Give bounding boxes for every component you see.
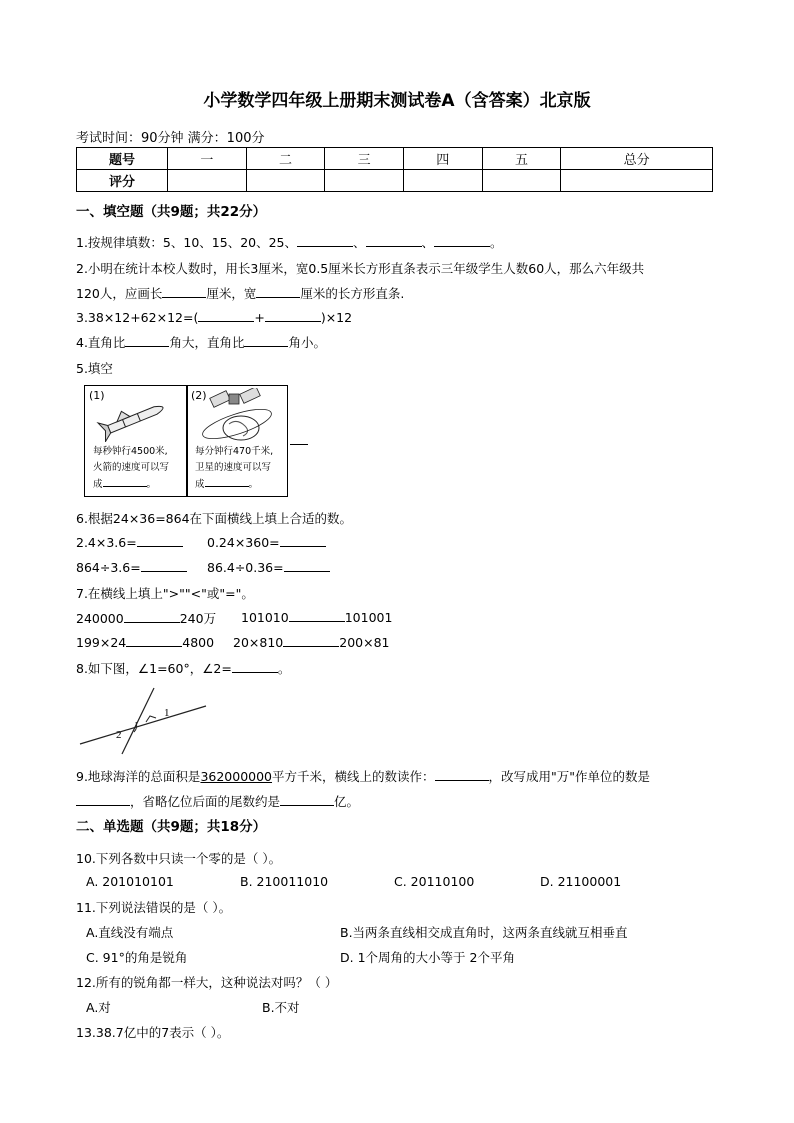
answer-blank[interactable] [162, 285, 206, 298]
score-table [76, 147, 713, 192]
option-b[interactable]: B.当两条直线相交成直角时，这两条直线就互相垂直 [340, 925, 628, 940]
question-7-item: 240000 240万 [76, 611, 217, 626]
score-cell[interactable] [561, 170, 713, 192]
score-row2-label: 评分 [77, 170, 168, 192]
question-6-item: 0.24×360= [207, 534, 326, 550]
question-7-item: 20×810 200×81 [233, 635, 390, 650]
question-12: 12.所有的锐角都一样大，这种说法对吗？（ ） [76, 975, 338, 990]
section-heading-2: 二、单选题（共9题；共18分） [76, 819, 267, 835]
question-6-item: 86.4÷0.36= [207, 559, 330, 575]
answer-blank[interactable] [198, 309, 254, 322]
question-7: 7.在横线上填上">""<"或"="。 [76, 586, 254, 601]
question-6-item: 864÷3.6= [76, 559, 187, 575]
score-row-values [77, 170, 713, 192]
exam-info: 考试时间：90分钟 满分：100分 [76, 131, 265, 146]
answer-blank[interactable] [283, 634, 339, 647]
answer-blank[interactable] [265, 309, 321, 322]
question-6-item: 2.4×3.6= [76, 534, 183, 550]
answer-blank[interactable] [297, 234, 353, 247]
question-4: 4.直角比 角大，直角比 角小。 [76, 335, 326, 350]
score-cell[interactable] [168, 170, 247, 192]
answer-blank[interactable] [141, 559, 187, 572]
question-11: 11.下列说法错误的是（ ）。 [76, 900, 232, 915]
question-9-line2: ，省略亿位后面的尾数约是 亿。 [76, 792, 359, 810]
divider-line [290, 444, 308, 445]
question-7-item: 199×24 4800 [76, 635, 215, 650]
figure-number: (1) [89, 389, 105, 402]
answer-blank[interactable] [434, 234, 490, 247]
answer-blank[interactable] [125, 334, 169, 347]
score-col-5: 五 [482, 148, 561, 170]
question-7-item: 101010 101001 [241, 610, 393, 625]
option-c[interactable]: C. 20110100 [394, 874, 475, 889]
question-3: 3.38×12+62×12=( + )×12 [76, 310, 353, 325]
score-cell[interactable] [403, 170, 482, 192]
score-cell[interactable] [246, 170, 325, 192]
option-b[interactable]: B. 210011010 [240, 874, 329, 889]
question-2-line2: 120人，应画长 厘米，宽 厘米的长方形直条. [76, 286, 405, 301]
section-heading-1: 一、填空题（共9题；共22分） [76, 204, 267, 220]
option-a[interactable]: A.直线没有端点 [86, 925, 174, 940]
answer-blank[interactable] [137, 534, 183, 547]
angle-label-1: 1 [164, 707, 170, 719]
answer-blank[interactable] [126, 634, 182, 647]
figure-number: (2) [191, 389, 207, 402]
figure-rocket-box [84, 385, 188, 497]
score-row1-label: 题号 [77, 148, 168, 170]
rocket-icon [87, 390, 187, 442]
answer-blank[interactable] [366, 234, 422, 247]
score-cell[interactable] [482, 170, 561, 192]
answer-blank[interactable] [124, 610, 180, 623]
option-d[interactable]: D. 21100001 [540, 874, 622, 889]
satellite-icon [189, 388, 287, 444]
score-cell[interactable] [325, 170, 404, 192]
satellite-text: 每分钟行470千米, 卫星的速度可以写 成 。 [195, 446, 274, 490]
page-title: 小学数学四年级上册期末测试卷A（含答案）北京版 [203, 91, 591, 111]
answer-blank[interactable] [280, 534, 326, 547]
score-col-2: 二 [246, 148, 325, 170]
answer-blank[interactable] [103, 476, 147, 487]
score-col-1: 一 [168, 148, 247, 170]
question-6: 6.根据24×36=864在下面横线上填上合适的数。 [76, 511, 353, 526]
score-col-3: 三 [325, 148, 404, 170]
answer-blank[interactable] [244, 334, 288, 347]
rocket-text: 每秒钟行4500米, 火箭的速度可以写 成 。 [93, 446, 170, 490]
answer-blank[interactable] [289, 609, 345, 622]
question-8: 8.如下图，∠1=60°，∠2= 。 [76, 661, 291, 676]
answer-blank[interactable] [280, 793, 334, 806]
score-col-4: 四 [403, 148, 482, 170]
answer-blank[interactable] [205, 476, 249, 487]
question-9-line1: 9.地球海洋的总面积是362000000平方千米，横线上的数读作： ，改写成用"万"作单位的数是 [76, 769, 651, 784]
option-b[interactable]: B.不对 [262, 1000, 300, 1015]
answer-blank[interactable] [284, 559, 330, 572]
answer-blank[interactable] [435, 768, 489, 781]
score-col-total: 总分 [561, 148, 713, 170]
question-13: 13.38.7亿中的7表示（ ）。 [76, 1025, 230, 1040]
question-10: 10.下列各数中只读一个零的是（ ）。 [76, 851, 282, 866]
option-c[interactable]: C. 91°的角是锐角 [86, 950, 188, 965]
answer-blank[interactable] [232, 660, 278, 673]
angle-figure [78, 686, 218, 756]
option-a[interactable]: A. 201010101 [86, 874, 174, 889]
score-row-header [77, 148, 713, 170]
angle-label-2: 2 [116, 729, 122, 741]
question-5-label: 5.填空 [76, 361, 113, 376]
answer-blank[interactable] [256, 285, 300, 298]
answer-blank[interactable] [76, 793, 130, 806]
option-a[interactable]: A.对 [86, 1000, 111, 1015]
question-1: 1.按规律填数：5、10、15、20、25、 、 、 。 [76, 235, 503, 250]
option-d[interactable]: D. 1个周角的大小等于 2个平角 [340, 950, 515, 965]
figure-satellite-box [186, 385, 288, 497]
question-2-line1: 2.小明在统计本校人数时，用长3厘米，宽0.5厘米长方形直条表示三年级学生人数60人，那么六年级共 [76, 261, 645, 276]
